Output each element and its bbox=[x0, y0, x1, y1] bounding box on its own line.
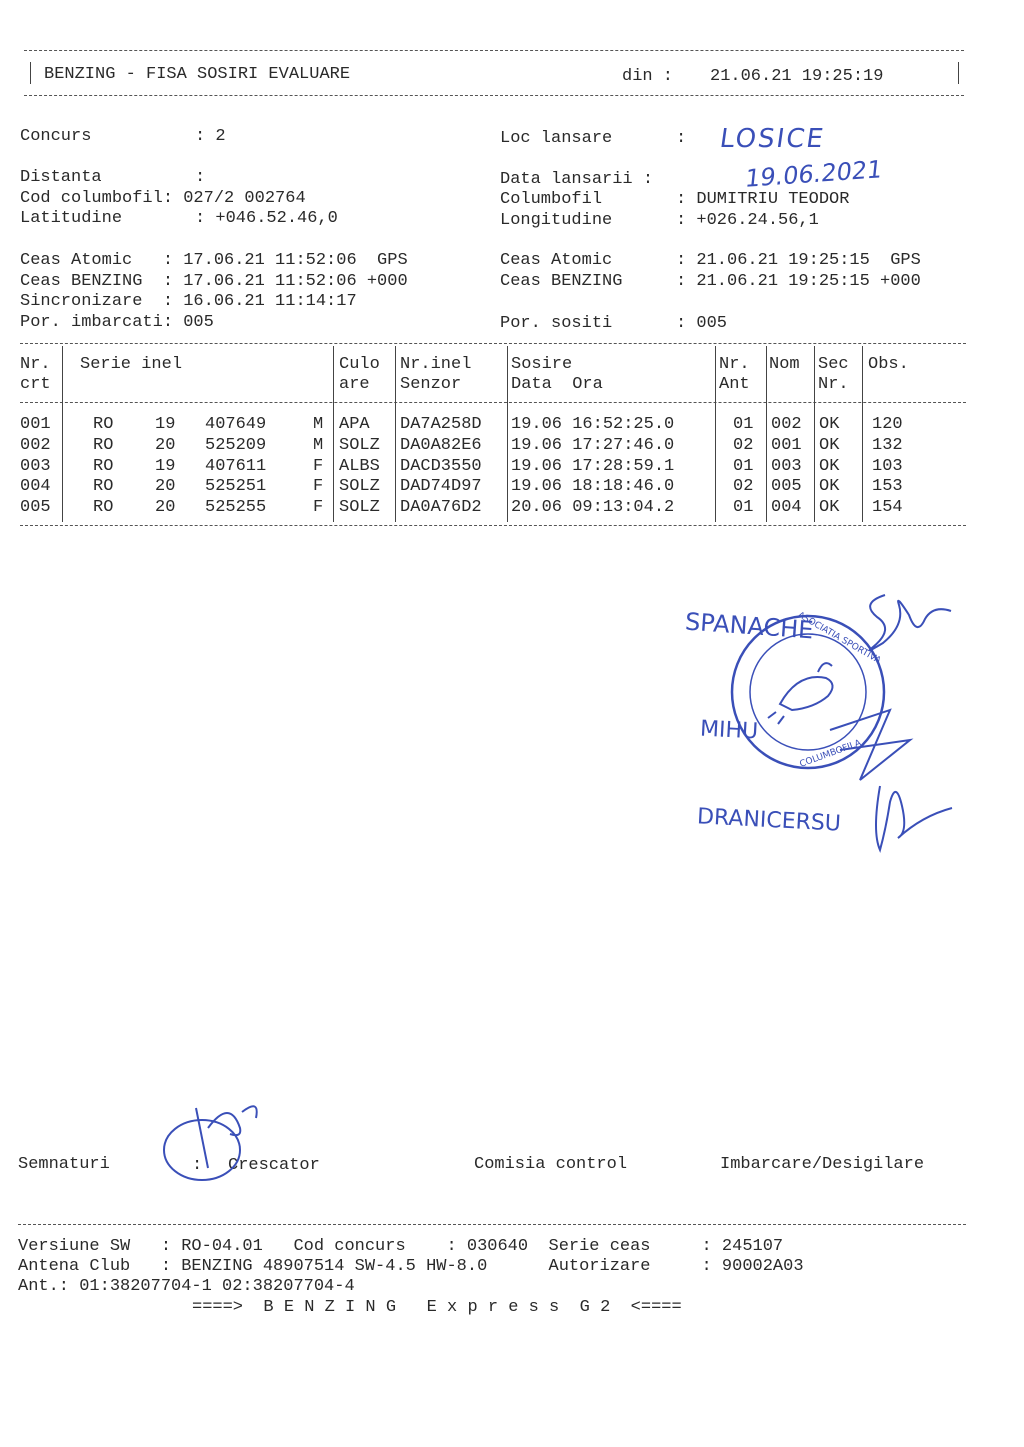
footer-ant: Ant.: 01:38207704-1 02:38207704-4 bbox=[18, 1277, 355, 1296]
table-column-divider bbox=[333, 346, 334, 522]
table-cell-nr: 003 bbox=[20, 456, 51, 476]
footer-top-rule bbox=[18, 1224, 966, 1225]
table-cell-sex: F bbox=[313, 498, 324, 518]
por-imbarcati: Por. imbarcati: 005 bbox=[20, 313, 214, 332]
table-cell-culoare: ALBS bbox=[339, 456, 380, 476]
table-cell-culoare: SOLZ bbox=[339, 477, 380, 497]
imbarcare-desigilare-label: Imbarcare/Desigilare bbox=[720, 1155, 925, 1174]
latitudine-label: Latitudine bbox=[20, 209, 123, 228]
table-cell-sec: OK bbox=[819, 456, 840, 476]
table-cell-culoare: APA bbox=[339, 415, 370, 434]
table-cell-sec: OK bbox=[819, 498, 840, 518]
table-cell-an: 20 bbox=[155, 477, 176, 497]
table-cell-sec: OK bbox=[819, 435, 840, 455]
table-cell-inel: 407649 bbox=[205, 415, 267, 434]
table-cell-senzor: DA7A258D bbox=[400, 415, 482, 434]
table-cell-tara: RO bbox=[93, 477, 114, 497]
table-cell-ant: 01 bbox=[733, 415, 754, 434]
col-header-nr-ant-line2: Ant bbox=[719, 375, 750, 394]
table-column-divider bbox=[507, 346, 508, 522]
table-cell-sec: OK bbox=[819, 477, 840, 497]
table-cell-an: 19 bbox=[155, 456, 176, 476]
table-cell-sex: M bbox=[313, 415, 324, 434]
table-cell-nr: 004 bbox=[20, 477, 51, 497]
col-header-nr-line2: crt bbox=[20, 375, 51, 394]
table-cell-nom: 003 bbox=[771, 456, 802, 476]
table-cell-an: 20 bbox=[155, 498, 176, 518]
header-bottom-rule bbox=[24, 95, 964, 96]
ceas-atomic-right-value: : 21.06.21 19:25:15 GPS bbox=[676, 251, 921, 270]
table-cell-nom: 005 bbox=[771, 477, 802, 497]
table-cell-inel: 407611 bbox=[205, 456, 267, 476]
col-header-obs: Obs. bbox=[868, 355, 909, 374]
col-header-sosire-line2: Data Ora bbox=[511, 375, 603, 394]
signature-scribble-1 bbox=[855, 585, 965, 675]
col-header-serie: Serie inel bbox=[80, 355, 183, 374]
table-cell-sex: F bbox=[313, 456, 324, 476]
table-cell-senzor: DA0A82E6 bbox=[400, 435, 482, 455]
signature-name-dranicersu: DRANICERSU bbox=[696, 804, 842, 837]
table-column-divider bbox=[766, 346, 767, 522]
concurs-label: Concurs bbox=[20, 127, 92, 146]
table-cell-inel: 525251 bbox=[205, 477, 267, 497]
loc-lansare-label: Loc lansare bbox=[500, 129, 613, 148]
header-din-label: din : bbox=[622, 67, 674, 86]
ceas-benzing-right-label: Ceas BENZING bbox=[500, 272, 623, 291]
table-column-divider bbox=[395, 346, 396, 522]
table-cell-obs: 154 bbox=[872, 498, 903, 518]
por-sositi-label: Por. sositi bbox=[500, 314, 613, 333]
col-header-sec-line2: Nr. bbox=[818, 375, 849, 394]
table-cell-tara: RO bbox=[93, 498, 114, 518]
table-column-divider bbox=[862, 346, 863, 522]
header-title: BENZING - FISA SOSIRI EVALUARE bbox=[44, 65, 351, 84]
table-bottom-rule bbox=[20, 525, 966, 526]
table-column-divider bbox=[62, 346, 63, 522]
col-header-sec: Sec bbox=[818, 355, 849, 374]
loc-lansare-handwritten: LOSICE bbox=[717, 124, 827, 154]
svg-text:COLUMBOFILA: COLUMBOFILA bbox=[798, 738, 863, 770]
data-lansarii-label: Data lansarii : bbox=[500, 170, 654, 189]
col-header-culoare: Culo bbox=[339, 355, 380, 374]
header-top-rule bbox=[24, 50, 964, 51]
crescator-label: Crescator bbox=[228, 1156, 320, 1175]
table-cell-sex: M bbox=[313, 435, 324, 455]
table-cell-sosire: 19.06 17:28:59.1 bbox=[511, 456, 675, 476]
col-header-nr-inel: Nr.inel bbox=[400, 355, 472, 374]
por-sositi-value: : 005 bbox=[676, 314, 728, 333]
table-cell-nr: 005 bbox=[20, 498, 51, 518]
table-cell-nom: 001 bbox=[771, 435, 802, 455]
table-cell-ant: 01 bbox=[733, 456, 754, 476]
table-cell-nr: 002 bbox=[20, 435, 51, 455]
table-cell-inel: 525255 bbox=[205, 498, 267, 518]
columbofil-value: : DUMITRIU TEODOR bbox=[676, 190, 850, 209]
semnaturi-label: Semnaturi bbox=[18, 1155, 110, 1174]
crescator-signature bbox=[160, 1088, 270, 1188]
table-column-divider bbox=[814, 346, 815, 522]
table-cell-nom: 002 bbox=[771, 415, 802, 434]
signature-name-spanache: SPANACHE bbox=[684, 607, 815, 645]
longitudine-label: Longitudine bbox=[500, 211, 613, 230]
table-header-rule bbox=[20, 402, 966, 403]
table-cell-obs: 120 bbox=[872, 415, 903, 434]
distanta-sep: : bbox=[195, 168, 206, 187]
col-header-nr-ant: Nr. bbox=[719, 355, 750, 374]
ceas-atomic-right-label: Ceas Atomic bbox=[500, 251, 613, 270]
longitudine-value: : +026.24.56,1 bbox=[676, 211, 819, 230]
table-cell-obs: 103 bbox=[872, 456, 903, 476]
col-header-nr: Nr. bbox=[20, 355, 51, 374]
table-cell-sosire: 19.06 16:52:25.0 bbox=[511, 415, 675, 434]
concurs-value: : 2 bbox=[195, 127, 226, 146]
data-lansarii-handwritten: 19.06.2021 bbox=[743, 155, 884, 193]
loc-lansare-sep: : bbox=[676, 129, 687, 148]
ceas-atomic-left: Ceas Atomic : 17.06.21 11:52:06 GPS bbox=[20, 251, 408, 270]
table-cell-an: 19 bbox=[155, 415, 176, 434]
table-cell-tara: RO bbox=[93, 456, 114, 476]
signature-name-mihu: MIHU bbox=[699, 716, 759, 745]
header-right-bar bbox=[958, 62, 959, 84]
comisia-control-label: Comisia control bbox=[474, 1155, 628, 1174]
ceas-benzing-left: Ceas BENZING : 17.06.21 11:52:06 +000 bbox=[20, 272, 408, 291]
table-cell-sec: OK bbox=[819, 415, 840, 434]
table-cell-ant: 02 bbox=[733, 435, 754, 455]
footer-brand: ====> B E N Z I N G E x p r e s s G 2 <==== bbox=[192, 1298, 682, 1317]
col-header-culoare-line2: are bbox=[339, 375, 370, 394]
table-cell-tara: RO bbox=[93, 415, 114, 434]
table-cell-nom: 004 bbox=[771, 498, 802, 518]
table-cell-an: 20 bbox=[155, 435, 176, 455]
table-top-rule bbox=[20, 343, 966, 344]
table-cell-tara: RO bbox=[93, 435, 114, 455]
table-cell-culoare: SOLZ bbox=[339, 435, 380, 455]
latitudine-value: : +046.52.46,0 bbox=[195, 209, 338, 228]
footer-versiune: Versiune SW : RO-04.01 Cod concurs : 030640 Serie ceas : 245107 bbox=[18, 1237, 784, 1256]
header-left-bar bbox=[30, 62, 31, 84]
col-header-nom: Nom bbox=[769, 355, 800, 374]
table-cell-obs: 132 bbox=[872, 435, 903, 455]
semnaturi-sep: : bbox=[192, 1156, 203, 1175]
table-cell-senzor: DAD74D97 bbox=[400, 477, 482, 497]
table-cell-inel: 525209 bbox=[205, 435, 267, 455]
table-cell-senzor: DACD3550 bbox=[400, 456, 482, 476]
table-column-divider bbox=[715, 346, 716, 522]
table-cell-sosire: 19.06 17:27:46.0 bbox=[511, 435, 675, 455]
table-cell-sosire: 19.06 18:18:46.0 bbox=[511, 477, 675, 497]
cod-columbofil: Cod columbofil: 027/2 002764 bbox=[20, 189, 306, 208]
table-cell-ant: 02 bbox=[733, 477, 754, 497]
header-din-value: 21.06.21 19:25:19 bbox=[710, 67, 884, 86]
col-header-sosire: Sosire bbox=[511, 355, 573, 374]
table-cell-obs: 153 bbox=[872, 477, 903, 497]
distanta-label: Distanta bbox=[20, 168, 102, 187]
footer-antena: Antena Club : BENZING 48907514 SW-4.5 HW-8.0 Autorizare : 90002A03 bbox=[18, 1257, 804, 1276]
svg-text:ASOCIATIA SPORTIVA: ASOCIATIA SPORTIVA bbox=[795, 610, 883, 667]
table-cell-sosire: 20.06 09:13:04.2 bbox=[511, 498, 675, 518]
table-cell-senzor: DA0A76D2 bbox=[400, 498, 482, 518]
table-cell-culoare: SOLZ bbox=[339, 498, 380, 518]
table-cell-sex: F bbox=[313, 477, 324, 497]
sincronizare: Sincronizare : 16.06.21 11:14:17 bbox=[20, 292, 357, 311]
ceas-benzing-right-value: : 21.06.21 19:25:15 +000 bbox=[676, 272, 921, 291]
table-cell-nr: 001 bbox=[20, 415, 51, 434]
signature-scribble-3 bbox=[862, 772, 962, 862]
col-header-nr-inel-line2: Senzor bbox=[400, 375, 462, 394]
table-cell-ant: 01 bbox=[733, 498, 754, 518]
columbofil-label: Columbofil bbox=[500, 190, 603, 209]
